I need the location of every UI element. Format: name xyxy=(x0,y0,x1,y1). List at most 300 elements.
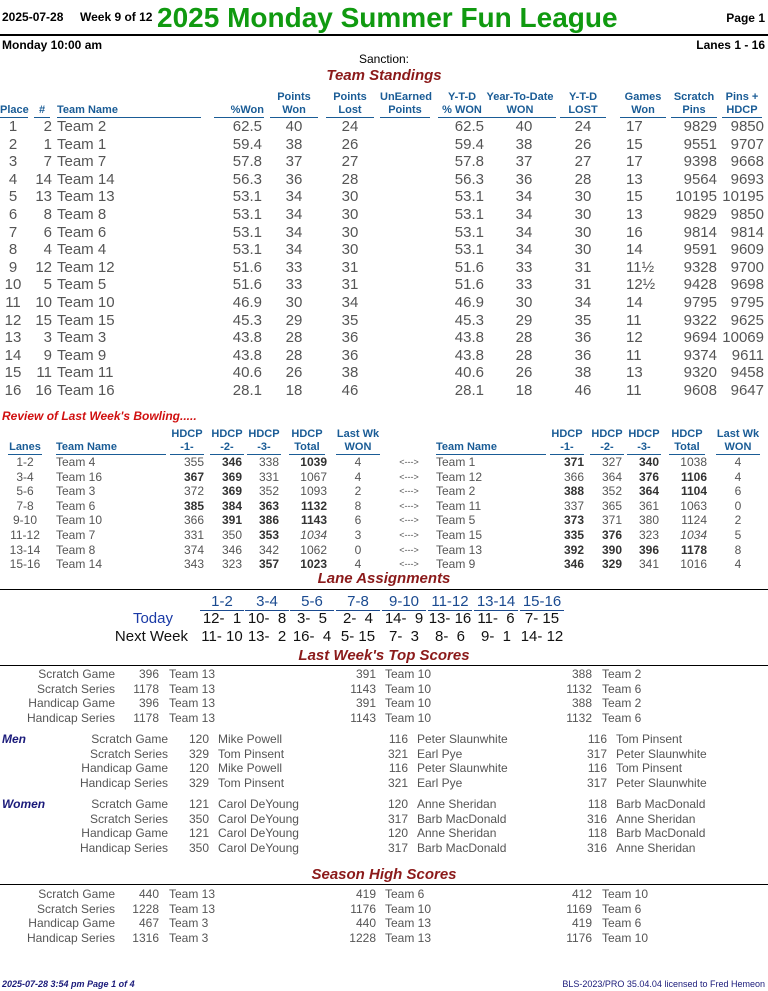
standings-pins-hdcp: 9458 xyxy=(730,364,764,382)
score-name: Team 6 xyxy=(602,916,642,931)
standings-pct: 51.6 xyxy=(232,258,262,276)
standings-pct: 28.1 xyxy=(232,382,262,399)
col-games-won: Games Won xyxy=(620,91,666,118)
standings-team: Team 7 xyxy=(57,153,107,171)
standings-games: 13 xyxy=(626,170,643,188)
review-won: 4 xyxy=(734,469,742,484)
standings-ytd-lost: 28 xyxy=(574,170,592,188)
standings-num: 1 xyxy=(43,135,52,153)
next-week-matchup: 16- 4 xyxy=(292,628,332,645)
review-g2: 364 xyxy=(601,469,622,484)
score-value: 350 xyxy=(188,840,209,855)
review-g3: 331 xyxy=(258,469,279,484)
score-category: Handicap Series xyxy=(26,710,115,725)
standings-ytd-pct: 46.9 xyxy=(454,294,484,311)
score-value: 419 xyxy=(571,916,592,931)
score-value: 116 xyxy=(388,732,408,746)
review-team: Team 3 xyxy=(56,484,96,499)
standings-team: Team 6 xyxy=(57,223,107,241)
vs-arrow: <---> xyxy=(399,457,419,467)
score-value: 121 xyxy=(188,826,209,841)
sanction-label: Sanction: xyxy=(358,52,410,66)
top-scores-title: Last Week's Top Scores xyxy=(298,647,470,664)
day-time: Monday 10:00 am xyxy=(2,38,103,52)
col-ytd-lost: Y-T-D LOST xyxy=(560,91,606,118)
score-name: Team 10 xyxy=(385,710,432,725)
score-value: 1143 xyxy=(350,681,376,696)
review-won: 3 xyxy=(354,528,362,542)
standings-title: Team Standings xyxy=(326,67,442,84)
standings-place: 4 xyxy=(8,170,18,188)
review-team: Team 1 xyxy=(436,455,476,469)
score-category: Scratch Game xyxy=(38,887,115,901)
today-matchup: 3- 5 xyxy=(296,610,327,627)
standings-ytd-won: 29 xyxy=(515,311,533,329)
review-g2: 350 xyxy=(221,528,242,542)
standings-won: 28 xyxy=(285,346,303,364)
standings-pct: 43.8 xyxy=(232,329,262,347)
score-value: 419 xyxy=(355,887,376,901)
score-name: Peter Slaunwhite xyxy=(616,775,707,790)
standings-scratch: 9374 xyxy=(683,346,717,364)
score-value: 1132 xyxy=(566,681,592,696)
score-name: Tom Pinsent xyxy=(616,761,683,776)
standings-won: 34 xyxy=(285,241,303,259)
score-name: Peter Slaunwhite xyxy=(417,732,508,746)
standings-place: 5 xyxy=(8,188,18,206)
standings-games: 15 xyxy=(626,135,643,153)
standings-team: Team 16 xyxy=(57,382,115,399)
score-value: 1176 xyxy=(566,930,592,945)
review-g3: 376 xyxy=(638,469,659,484)
review-total: 1132 xyxy=(300,498,327,513)
review-won: 8 xyxy=(734,542,742,557)
standings-ytd-lost: 27 xyxy=(574,153,592,171)
standings-ytd-lost: 38 xyxy=(574,364,592,382)
score-category: Handicap Series xyxy=(26,930,115,945)
review-g2: 329 xyxy=(601,557,622,572)
score-name: Team 13 xyxy=(169,696,216,711)
standings-ytd-lost: 35 xyxy=(574,311,592,329)
score-name: Team 6 xyxy=(602,681,642,696)
score-name: Team 10 xyxy=(385,901,432,916)
standings-num: 9 xyxy=(43,346,52,364)
review-g3: 396 xyxy=(638,542,659,557)
review-g1: 388 xyxy=(563,484,584,499)
review-won: 4 xyxy=(354,455,362,469)
today-matchup: 13- 16 xyxy=(428,610,472,627)
lane-pair-header: 15-16 xyxy=(520,593,564,611)
standings-scratch: 9829 xyxy=(683,118,717,135)
standings-games: 15 xyxy=(626,188,643,206)
score-name: Team 2 xyxy=(602,667,642,681)
review-g1: 367 xyxy=(183,469,204,484)
score-category: Scratch Series xyxy=(36,681,115,696)
review-won: 6 xyxy=(354,513,362,528)
header-rule xyxy=(0,34,768,36)
standings-ytd-pct: 56.3 xyxy=(454,170,484,188)
standings-games: 11 xyxy=(626,346,642,364)
score-value: 329 xyxy=(188,775,209,790)
next-week-label: Next Week xyxy=(114,628,188,645)
review-team: Team 7 xyxy=(56,528,96,542)
standings-won: 29 xyxy=(285,311,303,329)
standings-lost: 46 xyxy=(341,382,359,399)
standings-won: 40 xyxy=(285,118,303,135)
review-g3: 361 xyxy=(638,498,659,513)
review-lanes: 5-6 xyxy=(16,484,34,499)
review-lanes: 7-8 xyxy=(16,498,34,513)
score-name: Team 13 xyxy=(169,710,216,725)
review-g2: 323 xyxy=(221,557,242,572)
standings-lost: 36 xyxy=(341,346,359,364)
lane-assignments-rule xyxy=(0,589,768,590)
score-name: Team 3 xyxy=(169,930,209,945)
review-g2: 352 xyxy=(601,484,622,499)
standings-pins-hdcp: 9693 xyxy=(730,170,764,188)
score-name: Tom Pinsent xyxy=(616,732,683,746)
review-team: Team 8 xyxy=(56,542,96,557)
review-won: 0 xyxy=(354,542,362,557)
score-value: 121 xyxy=(188,797,209,811)
score-name: Peter Slaunwhite xyxy=(616,746,707,761)
standings-ytd-won: 34 xyxy=(515,206,533,223)
review-lanes: 13-14 xyxy=(9,542,41,557)
standings-lost: 34 xyxy=(341,294,359,311)
review-g2: 376 xyxy=(601,528,622,542)
standings-games: 17 xyxy=(626,118,643,135)
men-label: Men xyxy=(2,732,26,746)
score-category: Scratch Game xyxy=(91,797,168,811)
score-value: 440 xyxy=(138,887,159,901)
standings-won: 37 xyxy=(285,153,303,171)
score-name: Mike Powell xyxy=(218,732,283,746)
page-number: Page 1 xyxy=(726,11,765,25)
standings-games: 14 xyxy=(626,241,643,259)
standings-place: 12 xyxy=(4,311,22,329)
review-g3: 386 xyxy=(258,513,279,528)
score-category: Scratch Series xyxy=(89,746,168,761)
standings-pins-hdcp: 9707 xyxy=(730,135,764,153)
standings-pins-hdcp: 9668 xyxy=(730,153,764,171)
today-matchup: 12- 1 xyxy=(202,610,242,627)
review-g1: 331 xyxy=(183,528,204,542)
standings-scratch: 9328 xyxy=(683,258,717,276)
standings-pins-hdcp: 9611 xyxy=(731,346,764,364)
review-g2: 369 xyxy=(221,484,242,499)
review-g3: 341 xyxy=(638,557,659,572)
review-g2: 391 xyxy=(221,513,242,528)
score-value: 1316 xyxy=(132,930,159,945)
standings-pins-hdcp: 9625 xyxy=(730,311,764,329)
review-g2: 365 xyxy=(601,498,622,513)
score-value: 317 xyxy=(586,746,607,761)
review-g1: 371 xyxy=(563,455,584,469)
next-week-matchup: 14- 12 xyxy=(520,628,564,645)
review-won: 8 xyxy=(354,498,362,513)
standings-ytd-won: 34 xyxy=(515,223,533,241)
standings-pct: 62.5 xyxy=(232,118,262,135)
review-g2: 371 xyxy=(601,513,622,528)
score-value: 1228 xyxy=(132,901,159,916)
score-name: Team 6 xyxy=(602,710,642,725)
vs-arrow: <---> xyxy=(399,500,419,511)
standings-team: Team 8 xyxy=(57,206,107,223)
review-col-g1: HDCP -1- xyxy=(171,428,203,453)
standings-num: 5 xyxy=(43,276,52,294)
col-pins-hdcp: Pins + HDCP xyxy=(722,91,762,118)
standings-place: 13 xyxy=(4,329,22,347)
standings-games: 16 xyxy=(626,223,643,241)
standings-team: Team 13 xyxy=(57,188,115,206)
score-value: 391 xyxy=(355,696,376,711)
standings-ytd-pct: 53.1 xyxy=(454,223,484,241)
score-value: 316 xyxy=(586,840,607,855)
score-value: 1176 xyxy=(350,901,376,916)
review-g1: 343 xyxy=(183,557,204,572)
season-high-rule xyxy=(0,884,768,885)
score-name: Carol DeYoung xyxy=(218,811,299,826)
standings-num: 4 xyxy=(43,241,52,259)
review-won: 4 xyxy=(354,469,362,484)
standings-scratch: 9398 xyxy=(683,153,717,171)
standings-lost: 30 xyxy=(341,206,359,223)
score-value: 396 xyxy=(138,696,159,711)
footer-timestamp: 2025-07-28 3:54 pm Page 1 of 4 xyxy=(2,979,135,989)
standings-lost: 36 xyxy=(341,329,359,347)
review-col-g3: HDCP -3- xyxy=(248,428,280,453)
review-team: Team 4 xyxy=(56,455,96,469)
review-won: 4 xyxy=(734,557,742,572)
today-matchup: 2- 4 xyxy=(342,610,373,627)
score-value: 1178 xyxy=(133,681,159,696)
review-g3: 342 xyxy=(258,542,279,557)
score-value: 388 xyxy=(571,696,592,711)
standings-ytd-won: 34 xyxy=(515,188,533,206)
review-team: Team 13 xyxy=(436,542,483,557)
standings-place: 9 xyxy=(8,258,18,276)
standings-scratch: 9320 xyxy=(683,364,717,382)
review-won: 4 xyxy=(734,455,742,469)
score-value: 118 xyxy=(587,826,607,841)
standings-ytd-pct: 59.4 xyxy=(454,135,484,153)
lane-pair-header: 3-4 xyxy=(245,593,289,611)
standings-pct: 56.3 xyxy=(232,170,262,188)
col-ytd-won: Year-To-Date WON xyxy=(484,91,556,118)
lane-pair-header: 7-8 xyxy=(336,593,380,611)
score-name: Team 10 xyxy=(385,696,432,711)
standings-scratch: 9795 xyxy=(683,294,717,311)
standings-team: Team 15 xyxy=(57,311,115,329)
standings-ytd-won: 18 xyxy=(515,382,533,399)
standings-ytd-won: 33 xyxy=(515,276,533,294)
review-g1: 374 xyxy=(183,542,204,557)
lane-pair-header: 9-10 xyxy=(382,593,426,611)
review-col-team-b: Team Name xyxy=(436,441,546,455)
review-lanes: 3-4 xyxy=(16,469,34,484)
standings-ytd-won: 28 xyxy=(515,346,533,364)
review-won: 6 xyxy=(734,484,742,499)
score-name: Carol DeYoung xyxy=(218,826,299,841)
score-name: Barb MacDonald xyxy=(417,811,507,826)
col-unearned: UnEarned Points xyxy=(380,91,432,116)
score-name: Barb MacDonald xyxy=(417,840,507,855)
standings-ytd-won: 28 xyxy=(515,329,533,347)
standings-ytd-won: 38 xyxy=(515,135,533,153)
review-g1: 346 xyxy=(563,557,584,572)
review-total: 1143 xyxy=(300,513,327,528)
review-g1: 366 xyxy=(563,469,584,484)
score-value: 116 xyxy=(388,761,408,776)
review-col-g2: HDCP -2- xyxy=(211,428,243,453)
review-g3: 353 xyxy=(258,528,279,542)
review-g2: 346 xyxy=(221,542,242,557)
score-name: Carol DeYoung xyxy=(218,797,299,811)
lane-pair-header: 1-2 xyxy=(200,593,244,611)
standings-team: Team 11 xyxy=(57,364,114,382)
today-matchup: 7- 15 xyxy=(524,610,560,627)
standings-scratch: 9694 xyxy=(683,329,717,347)
col-scratch-pins: Scratch Pins xyxy=(671,91,717,118)
standings-ytd-lost: 31 xyxy=(574,258,592,276)
score-value: 321 xyxy=(387,746,408,761)
standings-team: Team 3 xyxy=(57,329,107,347)
standings-num: 6 xyxy=(43,223,52,241)
standings-ytd-pct: 53.1 xyxy=(454,188,484,206)
standings-ytd-won: 34 xyxy=(515,241,533,259)
standings-pins-hdcp: 9850 xyxy=(730,118,764,135)
standings-team: Team 12 xyxy=(57,258,115,276)
today-matchup: 10- 8 xyxy=(247,610,287,627)
review-g3: 363 xyxy=(258,498,279,513)
review-total: 1067 xyxy=(300,469,327,484)
score-value: 1228 xyxy=(349,930,376,945)
standings-ytd-lost: 30 xyxy=(574,206,592,223)
review-total: 1063 xyxy=(680,498,707,513)
review-g2: 327 xyxy=(601,455,622,469)
review-won: 2 xyxy=(734,513,742,528)
standings-num: 16 xyxy=(35,382,52,399)
standings-num: 7 xyxy=(43,153,52,171)
score-name: Tom Pinsent xyxy=(218,746,285,761)
score-category: Scratch Game xyxy=(91,732,168,746)
standings-ytd-lost: 36 xyxy=(574,346,592,364)
standings-ytd-won: 40 xyxy=(515,118,533,135)
standings-won: 33 xyxy=(285,258,303,276)
col-pct-won: %Won xyxy=(214,104,264,118)
score-category: Scratch Series xyxy=(36,901,115,916)
standings-pct: 43.8 xyxy=(232,346,262,364)
review-total: 1104 xyxy=(680,484,707,499)
score-name: Barb MacDonald xyxy=(616,797,706,811)
standings-ytd-pct: 45.3 xyxy=(454,311,484,329)
review-col-lanes: Lanes xyxy=(9,441,41,453)
review-total: 1023 xyxy=(300,557,327,572)
review-col-won-b: Last Wk WON xyxy=(716,428,760,453)
review-team: Team 5 xyxy=(436,513,476,528)
review-col-g2-b: HDCP -2- xyxy=(591,428,623,453)
standings-num: 11 xyxy=(36,364,52,382)
standings-team: Team 2 xyxy=(57,118,107,135)
next-week-matchup: 5- 15 xyxy=(340,628,376,645)
today-matchup: 11- 6 xyxy=(477,610,515,627)
standings-team: Team 10 xyxy=(57,294,115,311)
score-value: 388 xyxy=(571,667,592,681)
review-total: 1106 xyxy=(680,469,707,484)
standings-pins-hdcp: 9850 xyxy=(730,206,764,223)
score-category: Scratch Series xyxy=(89,811,168,826)
lane-pair-header: 11-12 xyxy=(428,593,472,611)
score-name: Team 10 xyxy=(385,681,432,696)
review-g3: 340 xyxy=(638,455,659,469)
standings-pct: 57.8 xyxy=(232,153,262,171)
standings-pct: 51.6 xyxy=(232,276,262,294)
standings-games: 12 xyxy=(626,329,643,347)
standings-place: 6 xyxy=(8,206,18,223)
score-category: Scratch Game xyxy=(38,667,115,681)
standings-scratch: 10195 xyxy=(675,188,717,206)
review-team: Team 2 xyxy=(436,484,476,499)
standings-won: 30 xyxy=(285,294,303,311)
standings-games: 11 xyxy=(626,382,642,399)
col-place: Place xyxy=(0,104,29,116)
review-g3: 323 xyxy=(638,528,659,542)
standings-ytd-lost: 30 xyxy=(574,241,592,259)
review-g2: 390 xyxy=(601,542,622,557)
standings-scratch: 9564 xyxy=(683,170,717,188)
review-won: 0 xyxy=(734,498,742,513)
standings-pct: 46.9 xyxy=(232,294,262,311)
standings-place: 1 xyxy=(8,118,18,135)
review-lanes: 9-10 xyxy=(12,513,38,528)
review-col-g3-b: HDCP -3- xyxy=(628,428,660,453)
score-value: 316 xyxy=(586,811,607,826)
standings-pct: 59.4 xyxy=(232,135,262,153)
standings-pins-hdcp: 10069 xyxy=(722,329,764,347)
score-name: Team 2 xyxy=(602,696,642,711)
standings-lost: 27 xyxy=(341,153,359,171)
score-name: Tom Pinsent xyxy=(218,775,285,790)
score-value: 396 xyxy=(138,667,159,681)
review-won: 5 xyxy=(734,528,742,542)
score-value: 317 xyxy=(387,811,408,826)
standings-lost: 26 xyxy=(341,135,359,153)
standings-ytd-won: 36 xyxy=(515,170,533,188)
score-value: 1143 xyxy=(350,710,376,725)
score-name: Team 10 xyxy=(385,667,432,681)
standings-lost: 31 xyxy=(341,258,359,276)
footer-license: BLS-2023/PRO 35.04.04 licensed to Fred Hemeon xyxy=(562,979,765,989)
standings-scratch: 9814 xyxy=(683,223,717,241)
standings-pct: 53.1 xyxy=(232,188,262,206)
standings-ytd-lost: 34 xyxy=(574,294,592,311)
col-num: # xyxy=(34,104,50,118)
score-name: Team 13 xyxy=(385,916,432,931)
review-total: 1124 xyxy=(681,513,707,528)
standings-pins-hdcp: 9609 xyxy=(730,241,764,259)
score-name: Carol DeYoung xyxy=(218,840,299,855)
next-week-matchup: 7- 3 xyxy=(388,628,419,645)
standings-ytd-lost: 30 xyxy=(574,223,592,241)
standings-won: 34 xyxy=(285,206,303,223)
score-category: Handicap Game xyxy=(81,761,168,776)
review-team: Team 9 xyxy=(436,557,476,572)
standings-pct: 45.3 xyxy=(232,311,262,329)
review-g1: 335 xyxy=(563,528,584,542)
score-value: 467 xyxy=(138,916,159,931)
col-team-name: Team Name xyxy=(57,104,201,118)
review-col-won: Last Wk WON xyxy=(336,428,380,453)
